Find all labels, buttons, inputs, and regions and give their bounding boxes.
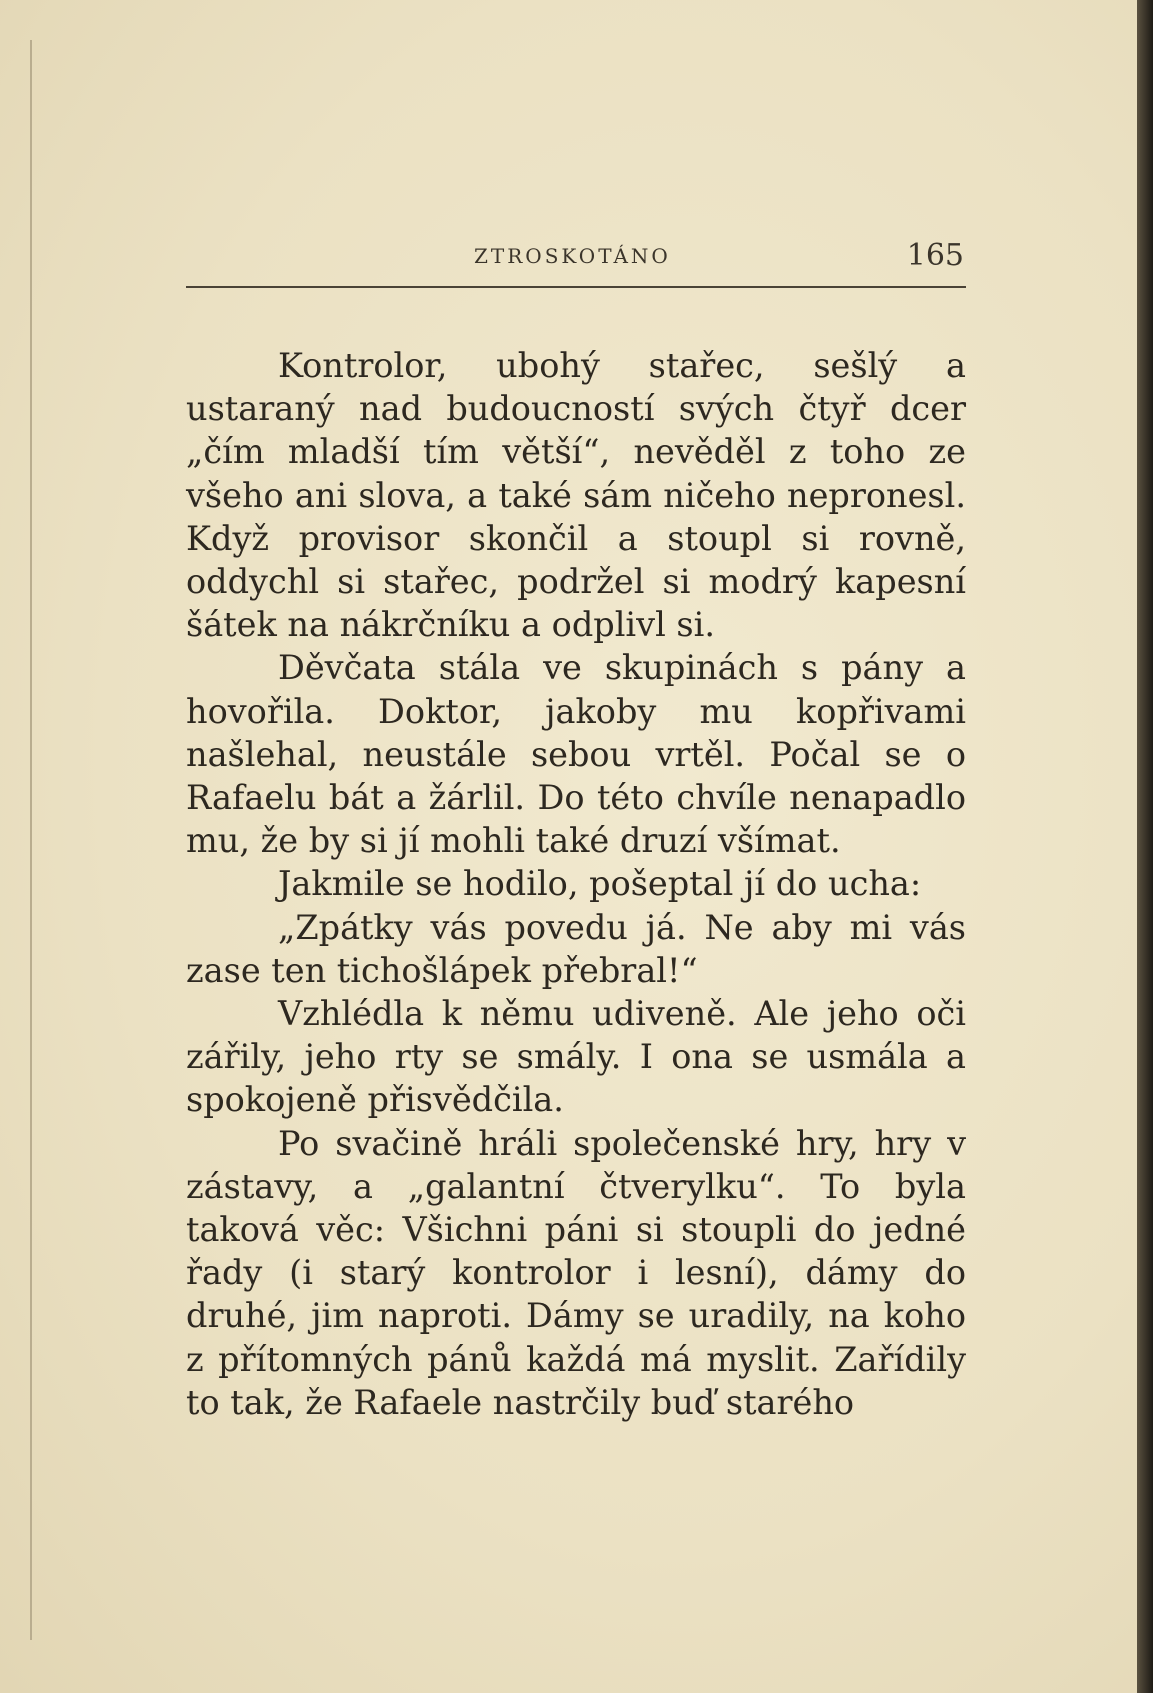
running-title: ZTROSKOTÁNO [474, 244, 671, 268]
paragraph: Jakmile se hodilo, pošeptal jí do ucha: [278, 864, 922, 904]
paragraph: Děvčata stála ve skupinách s pány a hovořila. Doktor, jakoby mu kopřivami našlehal, neustále sebou vrtěl. Počal se o Rafaelu bát a žárlil. Do této chvíle nenapadlo mu, že by si jí mohli také druzí všímat. [186, 648, 966, 861]
paragraph: Kontrolor, ubohý stařec, sešlý a ustaraný nad budoucností svých čtyř dcer „čím mladší tím větší“, nevěděl z toho ze všeho ani slova, a také sám ničeho nepronesl. Když provisor skončil a stoupl si rovně, oddychl si stařec, podržel si modrý kapesní šátek na nákrčníku a odplivl si. [186, 346, 966, 645]
body-text [186, 344, 966, 1424]
gutter-edge [30, 40, 32, 1640]
page-number: 165 [906, 238, 964, 273]
running-head [186, 238, 964, 278]
header-rule [186, 286, 966, 288]
page-edge-shadow [1137, 0, 1153, 1693]
paragraph: Vzhlédla k němu udiveně. Ale jeho oči zářily, jeho rty se smály. I ona se usmála a spokojeně přisvědčila. [186, 994, 966, 1120]
paragraph: Po svačině hráli společenské hry, hry v zástavy, a „galantní čtverylku“. To byla taková věc: Všichni páni si stoupli do jedné řady (i starý kontrolor i lesní), dámy do druhé, jim naproti. Dámy se uradily, na koho z přítomných pánů každá má myslit. Zařídily to tak, že Rafaele nastrčily buď starého [186, 1123, 966, 1422]
paragraph: „Zpátky vás povedu já. Ne aby mi vás zase ten tichošlápek přebral!“ [186, 907, 966, 990]
